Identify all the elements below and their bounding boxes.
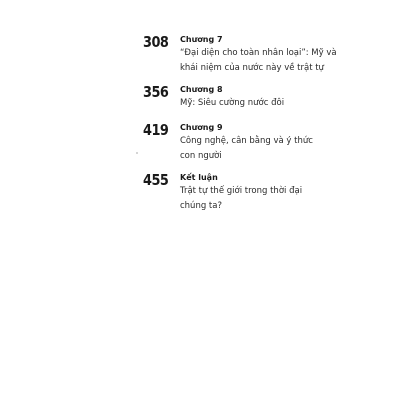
toc-chapter-subtitle <box>180 46 380 76</box>
toc-subtitle-line: “Đại diện cho toàn nhân loại”: Mỹ và <box>180 48 337 58</box>
toc-subtitle-line: Công nghệ, cân bằng và ý thức <box>180 136 313 146</box>
scan-speck <box>136 152 138 154</box>
toc-subtitle-line: khái niệm của nước này về trật tự <box>180 63 324 73</box>
partial-subtitle-line <box>180 0 267 4</box>
toc-page-number: 455 <box>143 171 169 189</box>
toc-chapter-title: Chương 8 <box>180 85 223 94</box>
toc-subtitle-line: con người <box>180 151 222 161</box>
toc-chapter-title: Chương 7 <box>180 35 223 44</box>
toc-chapter-title: Kết luận <box>180 173 218 182</box>
toc-subtitle-line: Trật tự thế giới trong thời đại <box>180 186 303 196</box>
toc-chapter-subtitle <box>180 96 380 111</box>
toc-page-number: 356 <box>143 83 169 101</box>
toc-subtitle-line: Mỹ: Siêu cường nước đôi <box>180 98 285 108</box>
toc-page-number: 308 <box>143 33 169 51</box>
toc-entry-conclusion <box>0 172 400 232</box>
toc-subtitle-line: chúng ta? <box>180 201 222 211</box>
toc-page-number: 419 <box>143 121 169 139</box>
toc-chapter-title: Chương 9 <box>180 123 223 132</box>
toc-chapter-subtitle <box>180 134 380 164</box>
toc-chapter-subtitle <box>180 184 380 214</box>
